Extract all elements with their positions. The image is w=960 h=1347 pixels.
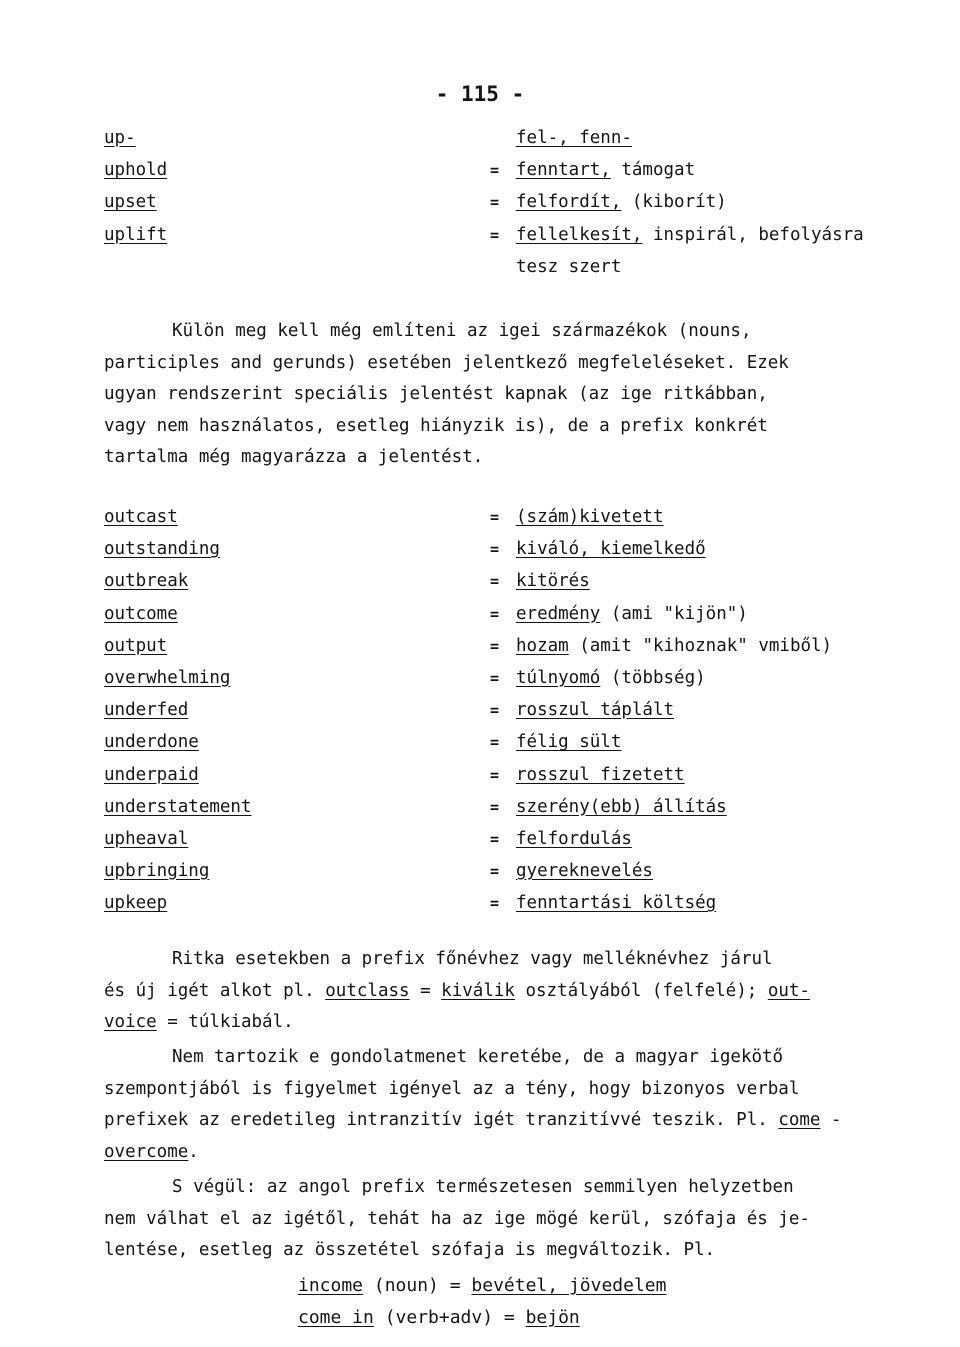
- list-item: [104, 793, 904, 825]
- english-word: outstanding: [104, 539, 220, 560]
- list-item: [104, 221, 904, 253]
- english-word: upkeep: [104, 893, 168, 914]
- equals-sign: =: [490, 894, 500, 913]
- hungarian-meaning: fel-, fenn-: [516, 128, 632, 148]
- example-word: outclass: [325, 980, 410, 1001]
- list-item: [104, 632, 904, 664]
- hungarian-meaning: rosszul táplált: [516, 700, 675, 721]
- english-word: underdone: [104, 732, 199, 753]
- hungarian-meaning: felfordulás: [516, 828, 632, 849]
- hungarian-meaning-continued: tesz szert: [516, 256, 622, 277]
- list-item: [104, 156, 904, 188]
- list-item: [104, 761, 904, 793]
- equals-sign: =: [490, 701, 500, 720]
- equals-sign: =: [490, 636, 500, 655]
- list-item: [104, 728, 904, 760]
- example-word: voice: [104, 1012, 157, 1032]
- list-item: [104, 600, 904, 632]
- hungarian-meaning: fenntartási költség: [516, 893, 717, 914]
- equals-sign: =: [490, 193, 500, 212]
- example-word: kiválik: [441, 980, 515, 1001]
- list-item: [104, 567, 904, 599]
- example-word: come: [778, 1110, 821, 1130]
- english-word: uplift: [104, 224, 168, 245]
- paragraph-line: vagy nem használatos, esetleg hiányzik is), de a prefix konkrét: [104, 415, 768, 436]
- page-number: - 115 -: [435, 82, 525, 106]
- example-income: [298, 1270, 666, 1302]
- equals-sign: =: [490, 508, 500, 526]
- english-word: upheaval: [104, 828, 189, 849]
- hungarian-meaning: fenntart, támogat: [516, 160, 696, 181]
- english-word: outcome: [104, 603, 178, 624]
- english-word: uphold: [104, 160, 168, 181]
- paragraph-line: tartalma még magyarázza a jelentést.: [104, 447, 484, 467]
- equals-sign: =: [490, 572, 500, 591]
- english-word: underpaid: [104, 764, 199, 785]
- hungarian-meaning: rosszul fizetett: [516, 764, 685, 785]
- paragraph-line: ugyan rendszerint speciális jelentést kapnak (az ige ritkábban,: [104, 384, 768, 404]
- list-item: [104, 696, 904, 728]
- hungarian-meaning: túlnyomó (többség): [516, 667, 706, 688]
- paragraph-line: nem válhat el az igétől, tehát ha az ige mögé kerül, szófaja és je-: [104, 1208, 810, 1229]
- hungarian-meaning: eredmény (ami "kijön"): [516, 603, 748, 624]
- paragraph-line: Külön meg kell még említeni az igei származékok (nouns,: [172, 321, 752, 341]
- example-part-of-speech: (noun) =: [363, 1275, 472, 1296]
- equals-sign: =: [490, 668, 500, 687]
- list-item: [104, 889, 904, 921]
- list-item: [104, 124, 904, 156]
- paragraph-separation: [104, 1172, 870, 1267]
- paragraph-derivatives: [104, 316, 870, 474]
- list-item: [104, 825, 904, 857]
- list-item: [104, 503, 904, 535]
- english-word: outbreak: [104, 571, 189, 592]
- example-hungarian: bejön: [525, 1307, 580, 1328]
- paragraph-line: Ritka esetekben a prefix főnévhez vagy melléknévhez járul: [172, 949, 773, 969]
- english-word: understatement: [104, 796, 252, 817]
- english-word: overwhelming: [104, 667, 231, 688]
- hungarian-meaning: szerény(ebb) állítás: [516, 796, 727, 817]
- paragraph-line: Nem tartozik e gondolatmenet keretébe, de a magyar igekötő: [172, 1047, 784, 1067]
- equals-sign: =: [490, 161, 500, 180]
- prefix-list-derivatives: [104, 503, 904, 921]
- paragraph-line: lentése, esetleg az összetétel szófaja is megváltozik. Pl.: [104, 1240, 716, 1260]
- paragraph-line: S végül: az angol prefix természetesen semmilyen helyzetben: [172, 1177, 794, 1197]
- english-word: outcast: [104, 507, 178, 527]
- hungarian-meaning: felfordít, (kiborít): [516, 192, 727, 213]
- hungarian-meaning: kiváló, kiemelkedő: [516, 539, 706, 560]
- paragraph-line: voice = túlkiabál.: [104, 1012, 294, 1032]
- example-part-of-speech: (verb+adv) =: [373, 1307, 526, 1328]
- paragraph-transitive: [104, 1042, 870, 1168]
- paragraph-line: overcome.: [104, 1141, 199, 1162]
- equals-sign: =: [490, 765, 500, 784]
- example-english: come in: [298, 1307, 374, 1328]
- paragraph-noun-adjective-prefix: [104, 944, 870, 1039]
- equals-sign: =: [490, 797, 500, 816]
- hungarian-meaning: fellelkesít, inspirál, befolyásra: [516, 224, 864, 245]
- paragraph-line: szempontjából is figyelmet igényel az a tény, hogy bizonyos verbal: [104, 1078, 800, 1099]
- example-word: out-: [767, 980, 810, 1001]
- list-item: [104, 857, 904, 889]
- list-item: [104, 664, 904, 696]
- example-hungarian: bevétel, jövedelem: [471, 1275, 667, 1296]
- equals-sign: =: [490, 862, 500, 881]
- hungarian-meaning: hozam (amit "kihoznak" vmiből): [516, 635, 833, 656]
- list-item: [104, 535, 904, 567]
- english-word: upset: [104, 192, 157, 213]
- example-come-in: [298, 1302, 580, 1334]
- english-word: underfed: [104, 700, 189, 721]
- paragraph-line: participles and gerunds) esetében jelentkező megfeleléseket. Ezek: [104, 352, 789, 373]
- hungarian-meaning: gyereknevelés: [516, 861, 653, 882]
- equals-sign: =: [490, 829, 500, 848]
- hungarian-meaning: (szám)kivetett: [516, 507, 664, 527]
- prefix-list-up: [104, 124, 904, 285]
- english-word: output: [104, 635, 168, 656]
- english-word: upbringing: [104, 861, 210, 882]
- hungarian-meaning: félig sült: [516, 732, 622, 753]
- example-word: overcome: [104, 1141, 189, 1162]
- equals-sign: =: [490, 604, 500, 623]
- paragraph-line: és új igét alkot pl. outclass = kiválik osztályából (felfelé); out-: [104, 980, 810, 1001]
- equals-sign: =: [490, 225, 500, 244]
- list-item: [104, 188, 904, 220]
- paragraph-line: prefixek az eredetileg intranzitív igét tranzitívvé teszik. Pl. come -: [104, 1110, 842, 1130]
- english-word: up-: [104, 128, 136, 148]
- example-english: income: [298, 1275, 364, 1296]
- equals-sign: =: [490, 733, 500, 752]
- hungarian-meaning: kitörés: [516, 571, 590, 592]
- list-item-continuation: [104, 253, 904, 285]
- equals-sign: =: [490, 540, 500, 559]
